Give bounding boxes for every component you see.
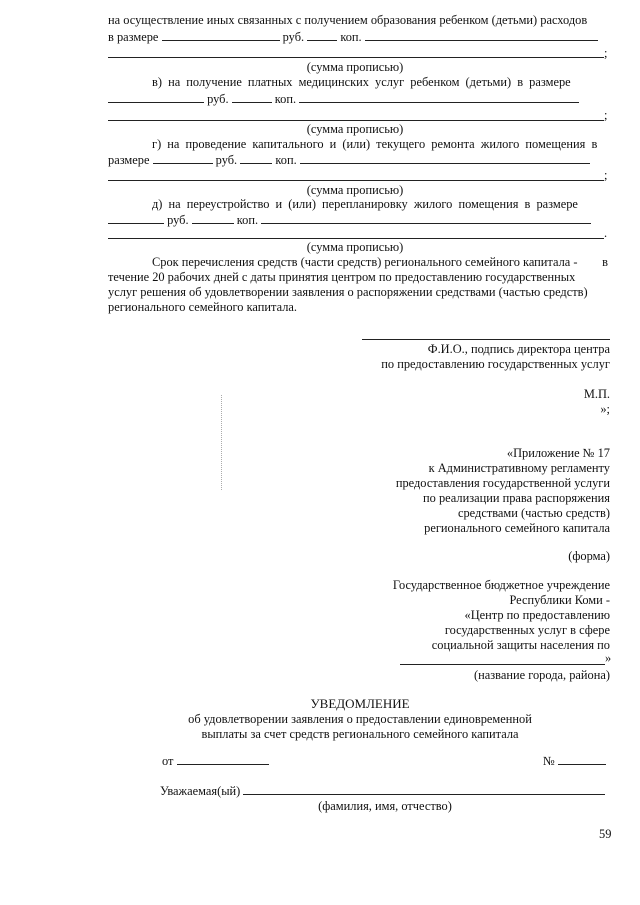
sum-words-line [108, 57, 604, 58]
sum-caption: (сумма прописью) [306, 122, 404, 136]
notice-subtitle-1: об удовлетворении заявления о предоставлении единовременной [188, 712, 532, 726]
amount-kop-blank [240, 153, 272, 164]
appendix-line3: предоставления государственной услуги [395, 476, 610, 490]
period: . [604, 226, 608, 240]
appendix-line2: к Административному регламенту [428, 461, 610, 475]
amount-words-blank [300, 153, 590, 164]
semicolon: ; [604, 168, 608, 182]
sum-caption: (сумма прописью) [306, 183, 404, 197]
form-label: (форма) [568, 549, 610, 563]
institution-close-quote: » [605, 651, 612, 665]
date-field: от [162, 754, 269, 768]
sum-words-line [108, 120, 604, 121]
institution-line4: государственных услуг в сфере [444, 623, 610, 637]
amount-rub-blank [108, 213, 164, 224]
deadline-line3: услуг решения об удовлетворении заявления о распоряжении средствами (частью средств) [108, 285, 588, 299]
appendix-line6: регионального семейного капитала [424, 521, 610, 535]
notice-subtitle-2: выплаты за счет средств регионального семейного капитала [201, 727, 519, 741]
appendix-line4: по реализации права распоряжения [423, 491, 610, 505]
number-blank [558, 754, 606, 765]
deadline-line4: регионального семейного капитала. [108, 300, 297, 314]
item-a-line2: в размере руб. коп. [108, 30, 598, 44]
amount-words-blank [299, 92, 579, 103]
institution-line3: «Центр по предоставлению [464, 608, 610, 622]
scan-artifact [221, 395, 222, 490]
item-v-line1: в) на получение платных медицинских услуг ребенком (детьми) в размере [152, 75, 571, 89]
semicolon: ; [604, 46, 608, 60]
closing-quote: »; [600, 402, 610, 416]
city-line [400, 664, 605, 665]
amount-kop-blank [192, 213, 234, 224]
amount-rub-blank [108, 92, 204, 103]
sum-caption: (сумма прописью) [306, 240, 404, 254]
amount-rub-blank [162, 30, 280, 41]
sum-words-line [108, 238, 604, 239]
item-a-line1: на осуществление иных связанных с получением образования ребенком (детьми) расходов [108, 13, 588, 27]
notice-title: УВЕДОМЛЕНИЕ [310, 696, 410, 711]
item-g-line2: размере руб. коп. [108, 153, 590, 167]
institution-line1: Государственное бюджетное учреждение [392, 578, 610, 592]
deadline-line2: течение 20 рабочих дней с даты принятия центром по предоставлению государственных [108, 270, 576, 284]
deadline-line1: Срок перечисления средств (части средств) регионального семейного капитала - в [152, 255, 608, 269]
number-field: № [543, 754, 606, 768]
addressee-blank [243, 784, 605, 795]
city-caption: (название города, района) [474, 668, 610, 682]
signature-caption-2: по предоставлению государственных услуг [381, 357, 610, 371]
amount-words-blank [261, 213, 591, 224]
amount-rub-blank [153, 153, 213, 164]
item-d-line1: д) на переустройство и (или) перепланировку жилого помещения в размере [152, 197, 578, 211]
item-g-line1: г) на проведение капитального и (или) текущего ремонта жилого помещения в [152, 137, 598, 151]
appendix-line5: средствами (частью средств) [457, 506, 610, 520]
amount-kop-blank [232, 92, 272, 103]
amount-kop-blank [307, 30, 337, 41]
page-number: 59 [599, 827, 612, 841]
signature-line [362, 339, 610, 340]
semicolon: ; [604, 108, 608, 122]
amount-words-blank [365, 30, 598, 41]
item-d-line2: руб. коп. [108, 213, 591, 227]
date-blank [177, 754, 269, 765]
appendix-title: «Приложение № 17 [506, 446, 610, 460]
signature-caption-1: Ф.И.О., подпись директора центра [427, 342, 610, 356]
sum-words-line [108, 180, 604, 181]
institution-line2: Республики Коми - [509, 593, 610, 607]
addressee-field: Уважаемая(ый) [160, 784, 605, 798]
stamp-place: М.П. [583, 387, 610, 401]
item-v-line2: руб. коп. [108, 92, 579, 106]
fio-caption: (фамилия, имя, отчество) [318, 799, 452, 813]
institution-line5: социальной защиты населения по [431, 638, 610, 652]
sum-caption: (сумма прописью) [306, 60, 404, 74]
